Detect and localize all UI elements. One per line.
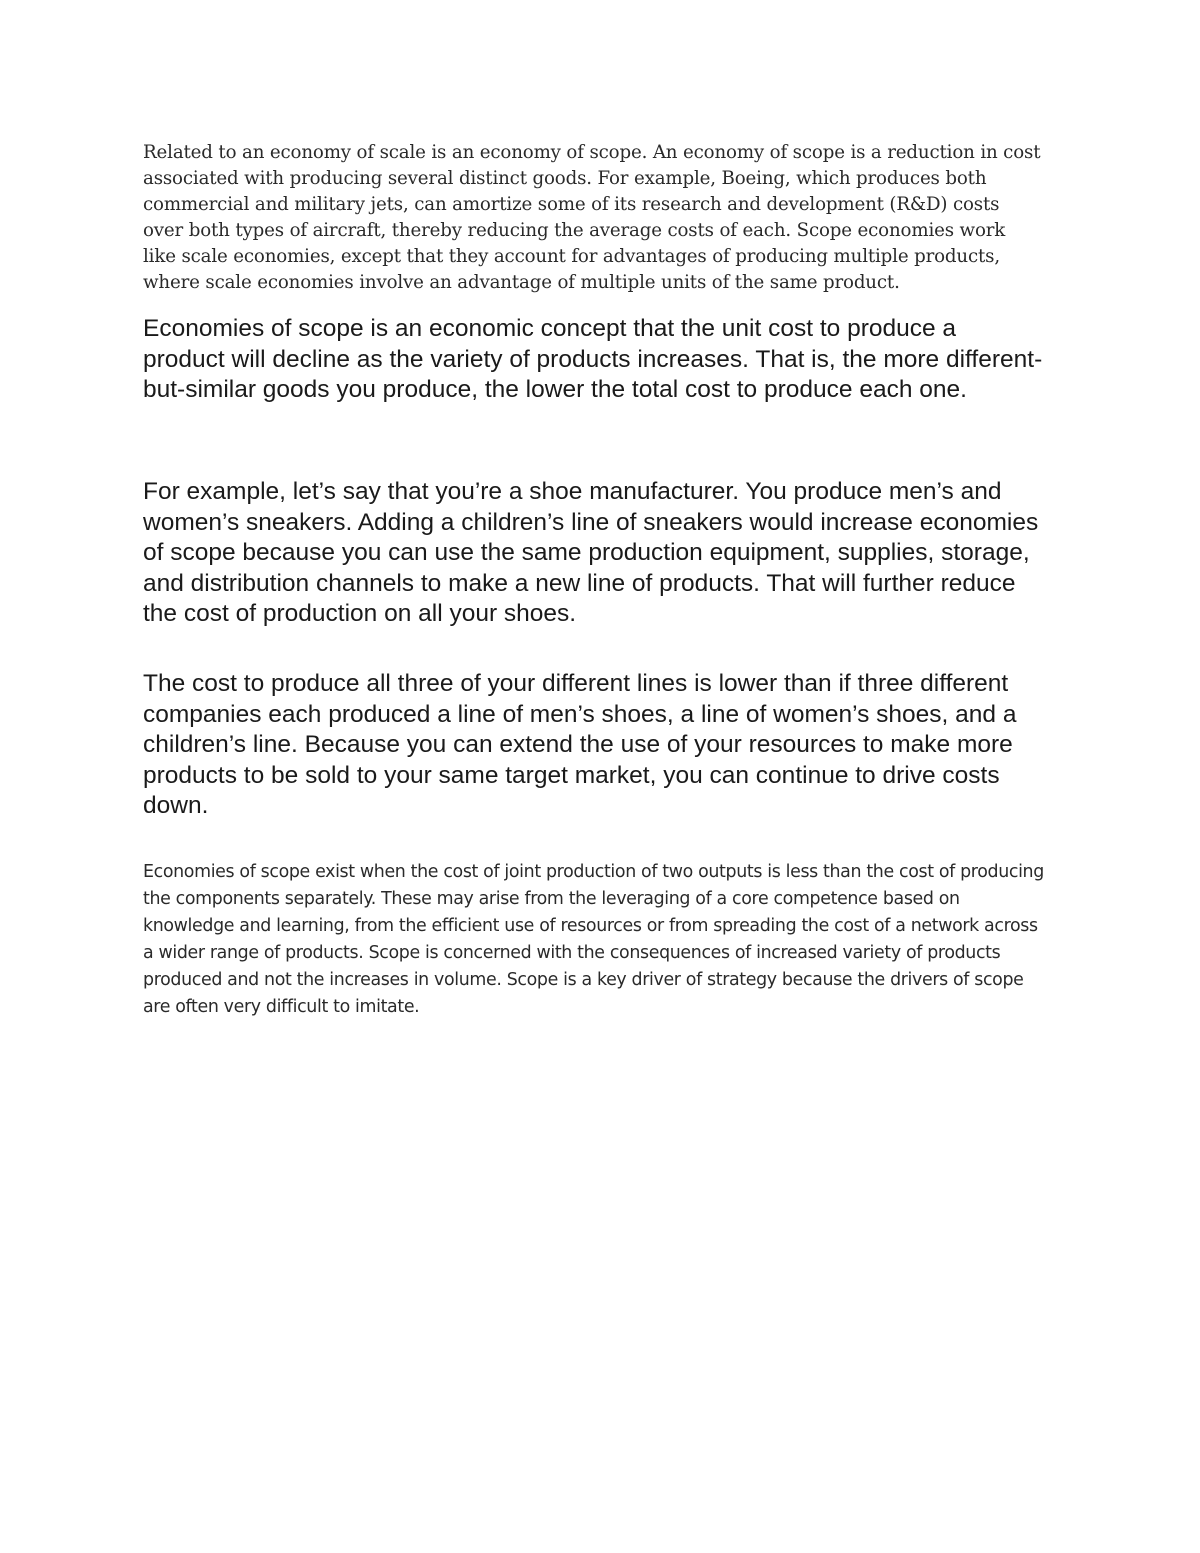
paragraph-cost-comparison: The cost to produce all three of your different lines is lower than if three different companies each produced a line of men’s shoes, a line of women’s shoes, and a children’s line. Because you can extend the use of your resources to make more products to be sold to your same target market, you can continue to drive costs down. xyxy=(143,670,1017,820)
paragraph-scope-definition: Related to an economy of scale is an economy of scope. An economy of scope is a reduction in cost associated with producing several distinct goods. For example, Boeing, which produces both commercial and military jets, can amortize some of its research and development (R&D) costs over both types of aircraft, thereby reducing the average costs of each. Scope economies work like scale economies, except that they account for advantages of producing multiple products, where scale economies involve an advantage of multiple units of the same product. xyxy=(143,142,1041,293)
paragraph-economic-concept: Economies of scope is an economic concept that the unit cost to produce a product will decline as the variety of products increases. That is, the more different-but-similar goods you produce, the lower the total cost to produce each one. xyxy=(143,315,1043,404)
paragraph-joint-production: Economies of scope exist when the cost of joint production of two outputs is less than the cost of producing the components separately. These may arise from the leveraging of a core competence based on knowledge and learning, from the efficient use of resources or from spreading the cost of a network across a wider range of products. Scope is concerned with the consequences of increased variety of products produced and not the increases in volume. Scope is a key driver of strategy because the drivers of scope are often very difficult to imitate. xyxy=(143,862,1044,1017)
paragraph-shoe-example: For example, let’s say that you’re a shoe manufacturer. You produce men’s and women’s sneakers. Adding a children’s line of sneakers would increase economies of scope because you can use the same production equipment, supplies, storage, and distribution channels to make a new line of products. That will further reduce the cost of production on all your shoes. xyxy=(143,478,1039,628)
